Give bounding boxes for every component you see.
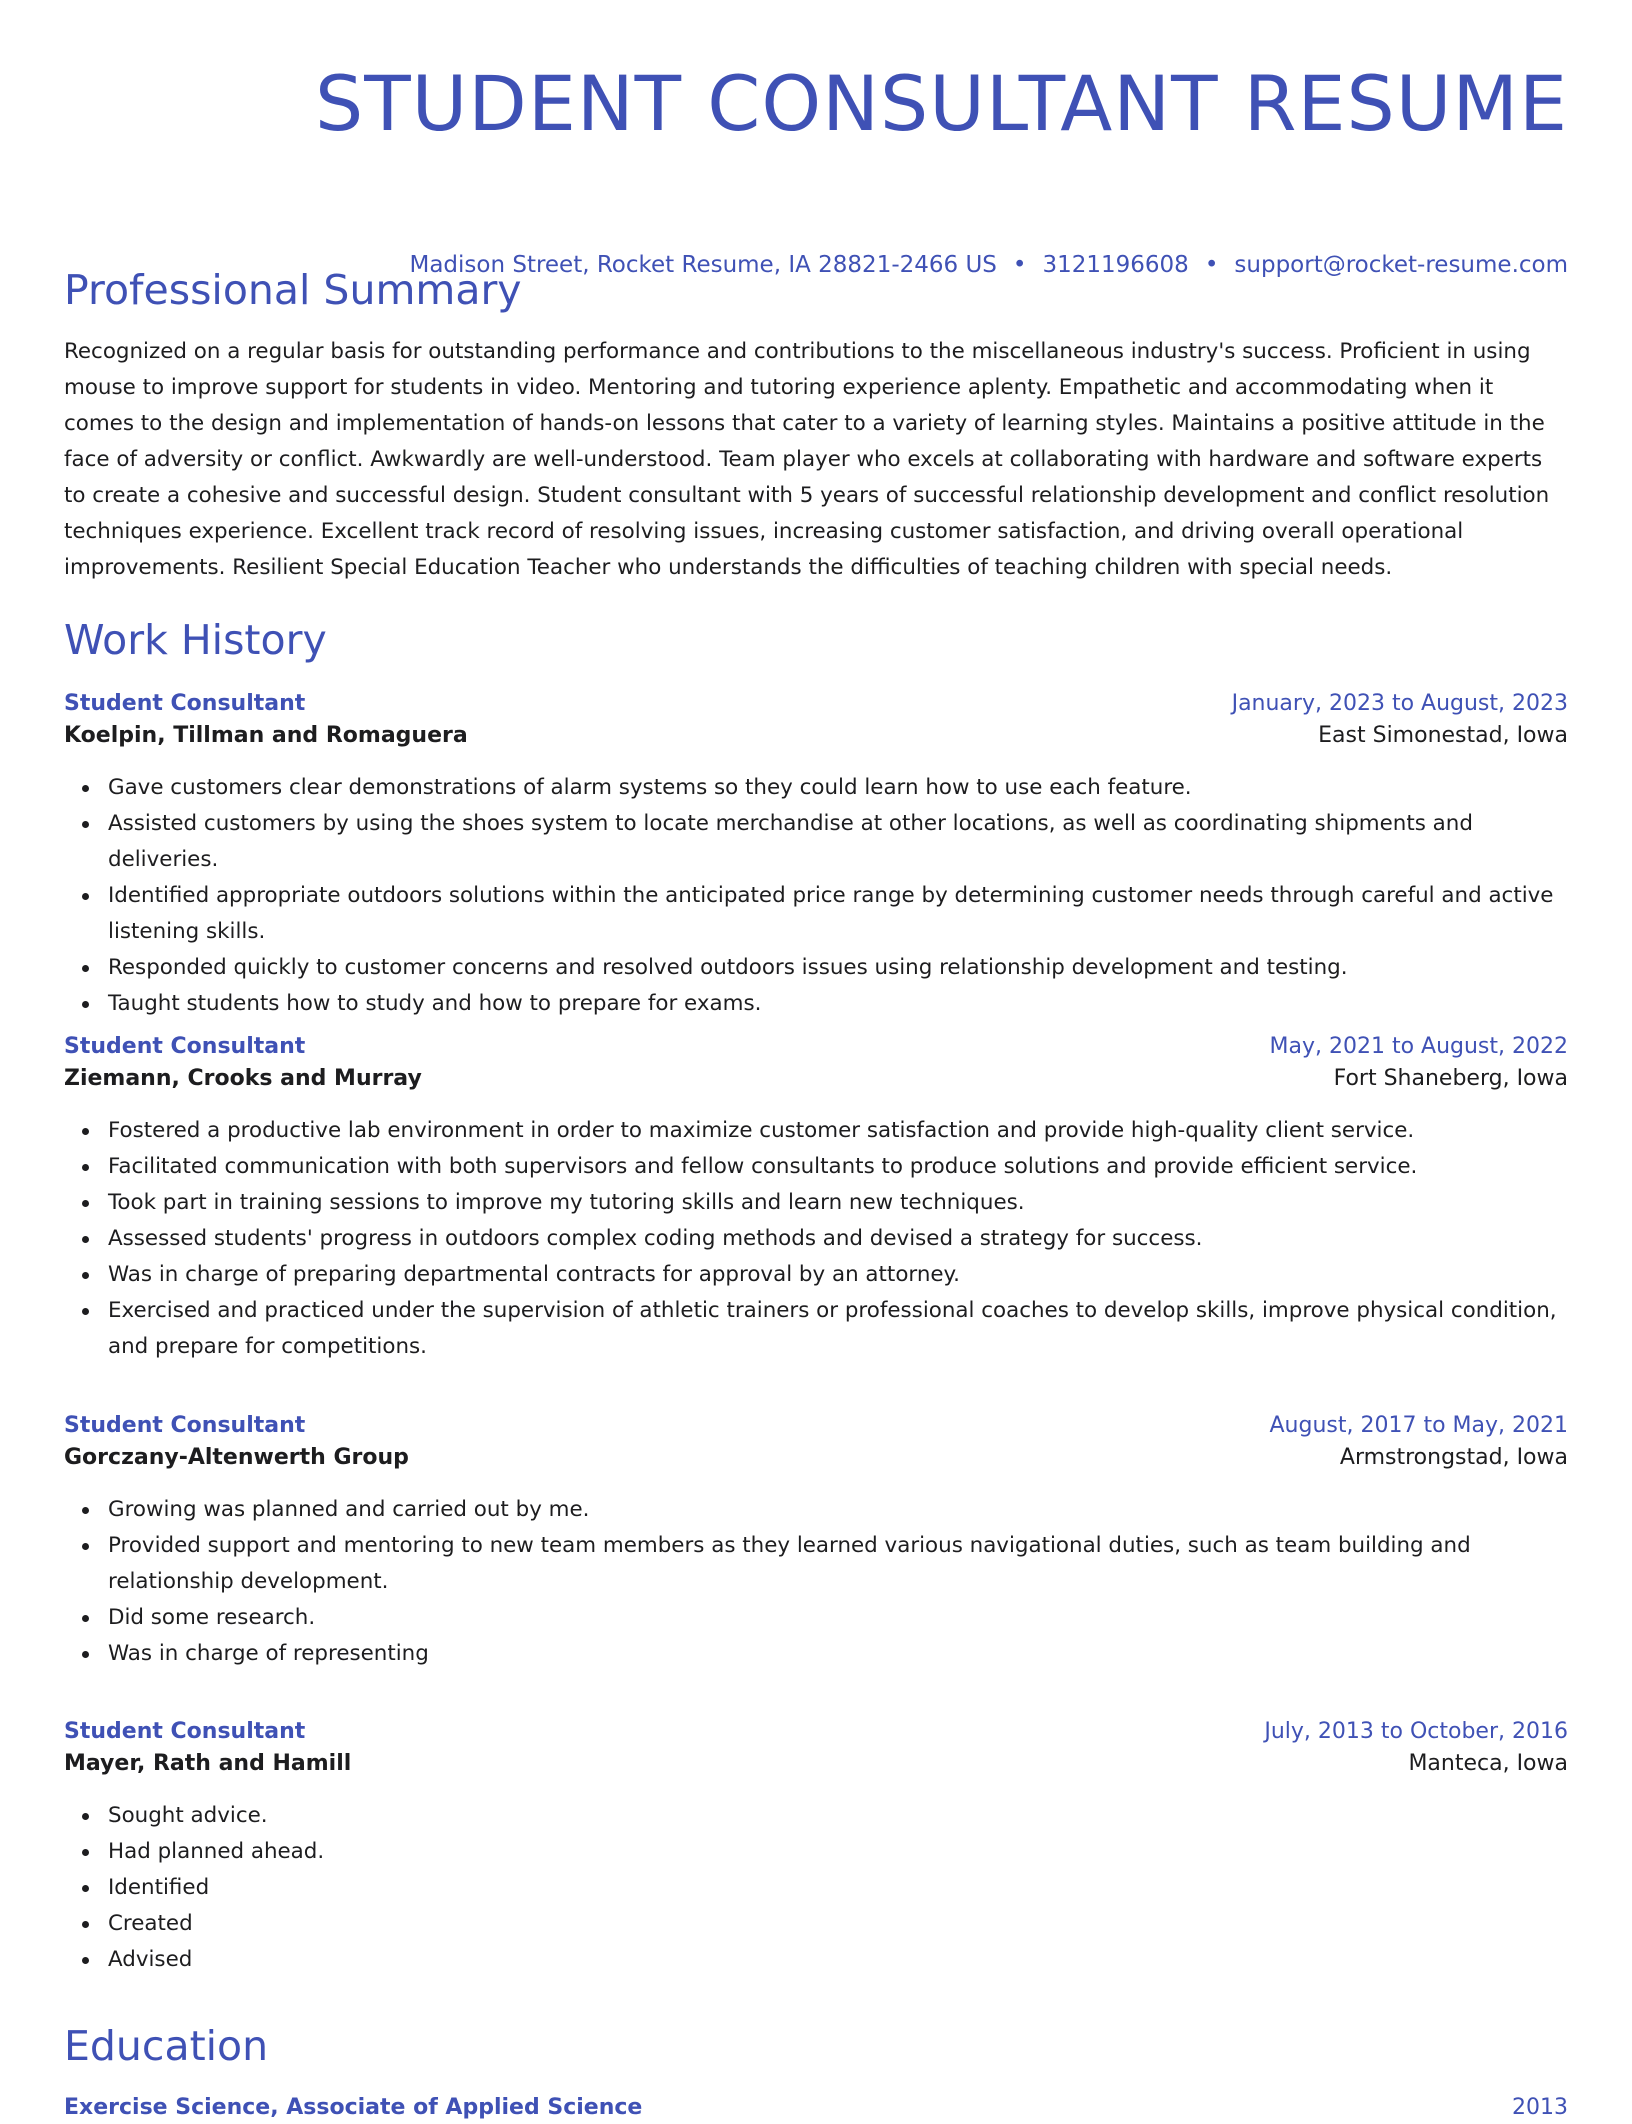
job-company: Ziemann, Crooks and Murray xyxy=(64,1066,422,1091)
job-bullet: Created xyxy=(108,1906,1568,1942)
job-bullet: Responded quickly to customer concerns and resolved outdoors issues using relationship development and testing. xyxy=(108,950,1568,986)
separator-dot: • xyxy=(1204,252,1219,278)
summary-text: Recognized on a regular basis for outstanding performance and contributions to the miscellaneous industry's success. Proficient in using mouse to improve support for students in video. Mentoring and tutoring experience aplenty. Empathetic and accommodating when it comes to the design and implementation of hands-on lessons that cater to a variety of learning styles. Maintains a positive attitude in the face of adversity or conflict. Awkwardly are well-understood. Team player who excels at collaborating with hardware and software experts to create a cohesive and successful design. Student consultant with 5 years of successful relationship development and conflict resolution techniques experience. Excellent track record of resolving issues, increasing customer satisfaction, and driving overall operational improvements. Resilient Special Education Teacher who understands the difficulties of teaching children with special needs. xyxy=(64,339,1550,580)
job-bullet: Assisted customers by using the shoes system to locate merchandise at other locations, as well as coordinating shipments and deliveries. xyxy=(108,806,1568,878)
job-company: Gorczany-Altenwerth Group xyxy=(64,1445,409,1470)
job-dates: May, 2021 to August, 2022 xyxy=(1269,1034,1568,1059)
job-dates: August, 2017 to May, 2021 xyxy=(1269,1413,1568,1438)
job-bullet: Growing was planned and carried out by me. xyxy=(108,1492,1568,1528)
job-title: Student Consultant xyxy=(64,1034,306,1059)
separator-dot: • xyxy=(1012,252,1027,278)
education-heading: Education xyxy=(64,2022,269,2070)
job-bullet: Advised xyxy=(108,1942,1568,1978)
job-bullet: Identified appropriate outdoors solutions within the anticipated price range by determining customer needs through careful and active listening skills. xyxy=(108,878,1568,950)
job-title: Student Consultant xyxy=(64,691,306,716)
job-location: Armstrongstad, Iowa xyxy=(1339,1445,1568,1470)
resume-page xyxy=(64,0,1568,2120)
education-degree: Exercise Science, Associate of Applied Science xyxy=(64,2095,643,2120)
job-bullet: Assessed students' progress in outdoors complex coding methods and devised a strategy for success. xyxy=(108,1221,1568,1257)
job-bullet: Facilitated communication with both supervisors and fellow consultants to produce solutions and provide efficient service. xyxy=(108,1149,1568,1185)
job-bullet: Took part in training sessions to improve my tutoring skills and learn new techniques. xyxy=(108,1185,1568,1221)
job-dates: January, 2023 to August, 2023 xyxy=(1231,691,1568,716)
job-bullet: Gave customers clear demonstrations of alarm systems so they could learn how to use each feature. xyxy=(108,770,1568,806)
job-bullets xyxy=(64,770,1568,1022)
job-bullet: Identified xyxy=(108,1870,1568,1906)
summary-heading: Professional Summary xyxy=(64,266,522,314)
job-entry xyxy=(64,1031,1568,1365)
job-location: Fort Shaneberg, Iowa xyxy=(1333,1066,1568,1091)
job-bullets xyxy=(64,1492,1568,1672)
job-bullet: Did some research. xyxy=(108,1600,1568,1636)
job-bullet: Taught students how to study and how to prepare for exams. xyxy=(108,986,1568,1022)
contact-phone: 3121196608 xyxy=(1042,252,1189,278)
job-title: Student Consultant xyxy=(64,1719,306,1744)
job-entry xyxy=(64,688,1568,1022)
job-bullet: Had planned ahead. xyxy=(108,1834,1568,1870)
job-title: Student Consultant xyxy=(64,1413,306,1438)
job-entry xyxy=(64,1410,1568,1672)
education-year: 2013 xyxy=(1512,2095,1568,2120)
work-history-heading: Work History xyxy=(64,616,327,664)
job-location: Manteca, Iowa xyxy=(1408,1751,1568,1776)
contact-line xyxy=(409,250,1568,280)
job-bullet: Sought advice. xyxy=(108,1798,1568,1834)
job-bullet: Was in charge of representing xyxy=(108,1636,1568,1672)
job-entry xyxy=(64,1716,1568,1978)
contact-address: Madison Street, Rocket Resume, IA 28821-2466 US xyxy=(409,252,997,278)
job-dates: July, 2013 to October, 2016 xyxy=(1264,1719,1568,1744)
job-bullet: Fostered a productive lab environment in order to maximize customer satisfaction and provide high-quality client service. xyxy=(108,1113,1568,1149)
job-company: Mayer, Rath and Hamill xyxy=(64,1751,352,1776)
job-bullet: Provided support and mentoring to new team members as they learned various navigational duties, such as team building and relationship development. xyxy=(108,1528,1568,1600)
resume-title: STUDENT CONSULTANT RESUME xyxy=(315,59,1568,148)
job-bullets xyxy=(64,1798,1568,1978)
contact-email[interactable]: support@rocket-resume.com xyxy=(1234,252,1568,278)
education-entry xyxy=(64,2092,1568,2124)
job-bullet: Was in charge of preparing departmental contracts for approval by an attorney. xyxy=(108,1257,1568,1293)
job-location: East Simonestad, Iowa xyxy=(1318,723,1568,748)
job-bullet: Exercised and practiced under the supervision of athletic trainers or professional coaches to develop skills, improve physical condition, and prepare for competitions. xyxy=(108,1293,1568,1365)
job-company: Koelpin, Tillman and Romaguera xyxy=(64,723,468,748)
job-bullets xyxy=(64,1113,1568,1365)
